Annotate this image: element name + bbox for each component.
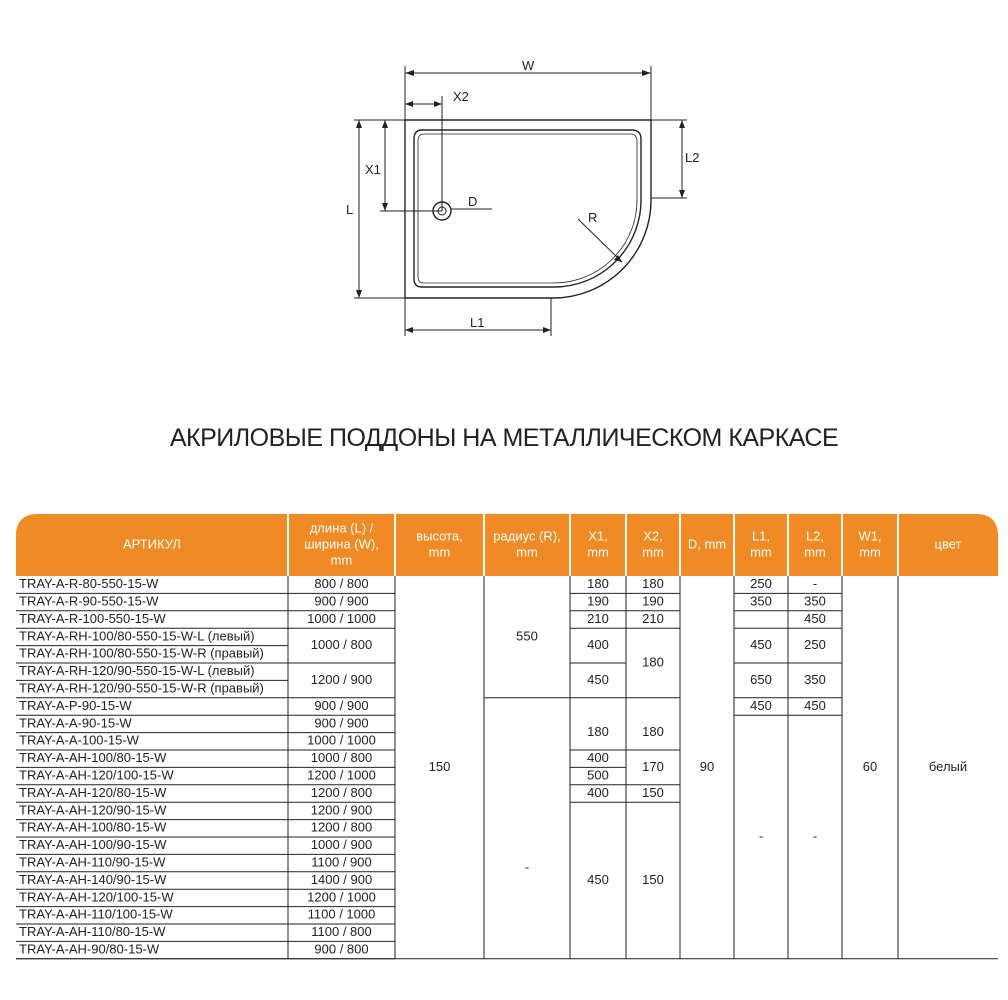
header-label: mm <box>642 544 664 560</box>
header-label: высота, <box>416 528 463 544</box>
size-cell: 900 / 900 <box>314 715 369 731</box>
l2-cell: 250 <box>804 637 826 653</box>
color-cell: белый <box>928 758 968 774</box>
article-cell: TRAY-A-AH-100/90-15-W <box>19 837 167 853</box>
article-cell: TRAY-A-R-90-550-15-W <box>19 593 159 609</box>
article-cell: TRAY-A-RH-120/90-550-15-W-R (правый) <box>19 680 264 696</box>
x2-cell: 190 <box>642 593 664 609</box>
d-cell: 90 <box>699 758 715 774</box>
x1-cell: 180 <box>587 724 609 740</box>
header-label: длина (L) / <box>309 520 374 536</box>
article-cell: TRAY-A-RH-100/80-550-15-W-R (правый) <box>19 645 264 661</box>
table-header <box>16 514 998 576</box>
d-label: D <box>468 194 478 209</box>
size-cell: 1400 / 900 <box>310 871 373 887</box>
size-cell: 1000 / 1000 <box>307 732 376 748</box>
r-label: R <box>588 210 598 225</box>
x1-cell: 450 <box>587 671 609 687</box>
header-label: АРТИКУЛ <box>122 536 182 552</box>
header-label: mm <box>516 544 538 560</box>
l2-label: L2 <box>685 150 700 165</box>
article-cell: TRAY-A-AH-110/90-15-W <box>19 854 166 870</box>
x1-cell: 180 <box>587 576 609 592</box>
x1-cell: 400 <box>587 784 609 800</box>
size-cell: 1000 / 900 <box>310 837 373 853</box>
l2-cell: 350 <box>804 671 826 687</box>
w-label: W <box>522 58 535 73</box>
page-title: АКРИЛОВЫЕ ПОДДОНЫ НА МЕТАЛЛИЧЕСКОМ КАРКАСЕ <box>169 424 839 452</box>
x2-label: X2 <box>453 89 469 104</box>
article-cell: TRAY-A-P-90-15-W <box>19 697 132 713</box>
article-cell: TRAY-A-R-80-550-15-W <box>19 576 159 592</box>
size-cell: 1200 / 1000 <box>307 889 376 905</box>
x2-cell: 180 <box>642 654 664 670</box>
size-cell: 1200 / 800 <box>310 784 373 800</box>
header-label: цвет <box>934 536 962 552</box>
article-cell: TRAY-A-A-90-15-W <box>19 715 132 731</box>
article-cell: TRAY-A-AH-140/90-15-W <box>19 871 167 887</box>
article-cell: TRAY-A-AH-120/90-15-W <box>19 802 167 818</box>
header-label: mm <box>750 544 772 560</box>
l2-cell: - <box>812 576 818 592</box>
article-cell: TRAY-A-R-100-550-15-W <box>19 610 166 626</box>
size-cell: 1100 / 900 <box>311 854 372 870</box>
l2-cell: 450 <box>804 610 826 626</box>
x1-cell: 400 <box>587 750 609 766</box>
x2-cell: 180 <box>642 724 664 740</box>
l1-cell: - <box>758 828 764 844</box>
size-cell: 800 / 800 <box>314 576 369 592</box>
x2-cell: 180 <box>642 576 664 592</box>
x2-cell: 170 <box>642 758 664 774</box>
x1-cell: 400 <box>587 637 609 653</box>
article-cell: TRAY-A-AH-100/80-15-W <box>19 750 167 766</box>
x1-cell: 500 <box>587 767 609 783</box>
table-body <box>19 576 967 956</box>
header-label: mm <box>804 544 826 560</box>
header-label: X2, <box>643 528 663 544</box>
l1-cell: 450 <box>750 697 772 713</box>
header-label: D, mm <box>687 536 727 552</box>
header-label: L2, <box>805 528 825 544</box>
x2-cell: 150 <box>642 784 664 800</box>
size-cell: 900 / 900 <box>314 697 369 713</box>
size-cell: 1000 / 800 <box>310 750 373 766</box>
size-cell: 1200 / 900 <box>310 671 373 687</box>
article-cell: TRAY-A-RH-120/90-550-15-W-L (левый) <box>19 663 255 679</box>
header-label: mm <box>428 544 451 560</box>
header-label: W1, <box>858 528 882 544</box>
header-label: X1, <box>588 528 608 544</box>
article-cell: TRAY-A-AH-90/80-15-W <box>19 941 160 957</box>
size-cell: 1100 / 1000 <box>307 906 376 922</box>
size-cell: 1200 / 900 <box>310 802 373 818</box>
article-cell: TRAY-A-AH-120/80-15-W <box>19 784 167 800</box>
l2-cell: - <box>812 828 818 844</box>
l2-cell: 350 <box>804 593 826 609</box>
l2-cell: 450 <box>804 697 826 713</box>
height-cell: 150 <box>428 758 451 774</box>
header-label: mm <box>859 544 881 560</box>
size-cell: 1100 / 800 <box>311 924 372 940</box>
l1-cell: 350 <box>750 593 772 609</box>
header-label: mm <box>330 552 353 568</box>
article-cell: TRAY-A-AH-110/80-15-W <box>19 924 166 940</box>
size-cell: 900 / 900 <box>314 593 369 609</box>
w1-cell: 60 <box>862 758 878 774</box>
header-label: ширина (W), <box>304 536 379 552</box>
x1-cell: 450 <box>587 871 609 887</box>
x1-cell: 190 <box>587 593 609 609</box>
header-label: L1, <box>751 528 771 544</box>
radius-cell: 550 <box>516 628 538 644</box>
article-cell: TRAY-A-A-100-15-W <box>19 732 139 748</box>
header-label: радиус (R), <box>493 528 561 544</box>
l1-cell: 650 <box>750 671 772 687</box>
x2-cell: 210 <box>642 610 664 626</box>
size-cell: 1200 / 800 <box>310 819 373 835</box>
article-cell: TRAY-A-RH-100/80-550-15-W-L (левый) <box>19 628 255 644</box>
size-cell: 900 / 800 <box>314 941 369 957</box>
size-cell: 1000 / 1000 <box>307 610 376 626</box>
size-cell: 1200 / 1000 <box>307 767 376 783</box>
article-cell: TRAY-A-AH-110/100-15-W <box>19 906 173 922</box>
x1-label: X1 <box>365 162 381 177</box>
header-label: mm <box>587 544 609 560</box>
article-cell: TRAY-A-AH-120/100-15-W <box>19 767 174 783</box>
x2-cell: 150 <box>642 871 664 887</box>
size-cell: 1000 / 800 <box>310 637 373 653</box>
x1-cell: 210 <box>587 610 609 626</box>
article-cell: TRAY-A-AH-100/80-15-W <box>19 819 167 835</box>
radius-cell: - <box>524 859 530 875</box>
article-cell: TRAY-A-AH-120/100-15-W <box>19 889 174 905</box>
l1-cell: 250 <box>750 576 772 592</box>
l1-cell: 450 <box>750 637 772 653</box>
l1-label: L1 <box>470 315 485 330</box>
l-label: L <box>346 202 354 217</box>
